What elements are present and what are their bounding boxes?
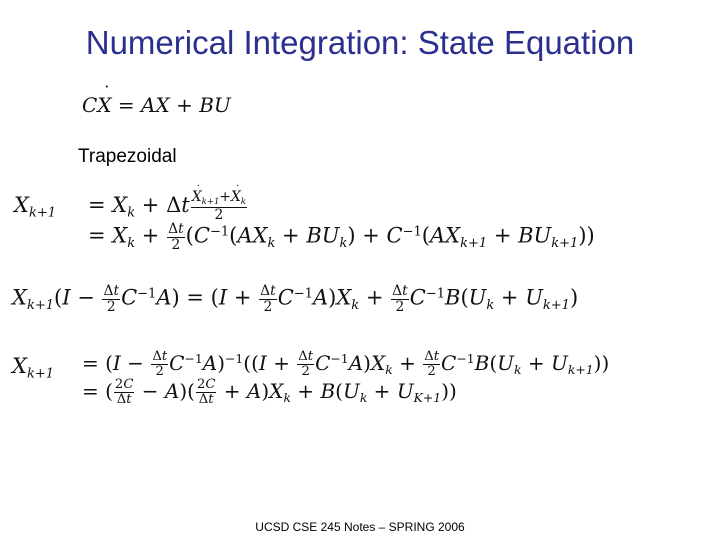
trapezoidal-line-1-rhs: = $X_k + \Delta t$ $\frac{X ˙_{k+1}+X ˙_k}{2}$ [88, 190, 248, 223]
trapezoidal-line-2: = $X_k$ + $\frac{\Delta t}{2}$ $(C^{-1}(AX_k + BU_k) + C^{-1}(AX_{k+1} + BU_{k+1}))$ [88, 221, 595, 253]
trapezoidal-line-1: $X_{k+1}$ [14, 193, 57, 221]
method-label: Trapezoidal [78, 146, 177, 167]
trapezoidal-line-3: $X_{k+1}(I$ − $\frac{\Delta t}{2}$ $C^{-1}A) = (I$ + $\frac{\Delta t}{2}$ $C^{-1}A)X_k$ + $\frac{\Delta t}{2}$ $C^{-1}B(U_k + U_{k+1})$ [12, 283, 579, 315]
trapezoidal-line-4-rhs: = (I − $\frac{\Delta t}{2}$ $C^{-1}A)^{-1}((I$ + $\frac{\Delta t}{2}$ $C^{-1}A)X_k$ + $\frac{\Delta t}{2}$ $C^{-1}B(U_k + U_{k+1})$) [82, 349, 610, 379]
slide-footer: UCSD CSE 245 Notes – SPRING 2006 [255, 520, 465, 534]
slide-title: Numerical Integration: State Equation [85, 24, 635, 61]
trapezoidal-line-4: $X_{k+1}$ [12, 354, 55, 382]
trapezoidal-line-5: = ( $\frac{2C}{\Delta t}$ − A)( $\frac{2C}{\Delta t}$ + $A)X_k + B(U_k + U_{K+1})$) [82, 377, 457, 407]
state-equation: CX ˙ = AX + BU [82, 95, 231, 115]
